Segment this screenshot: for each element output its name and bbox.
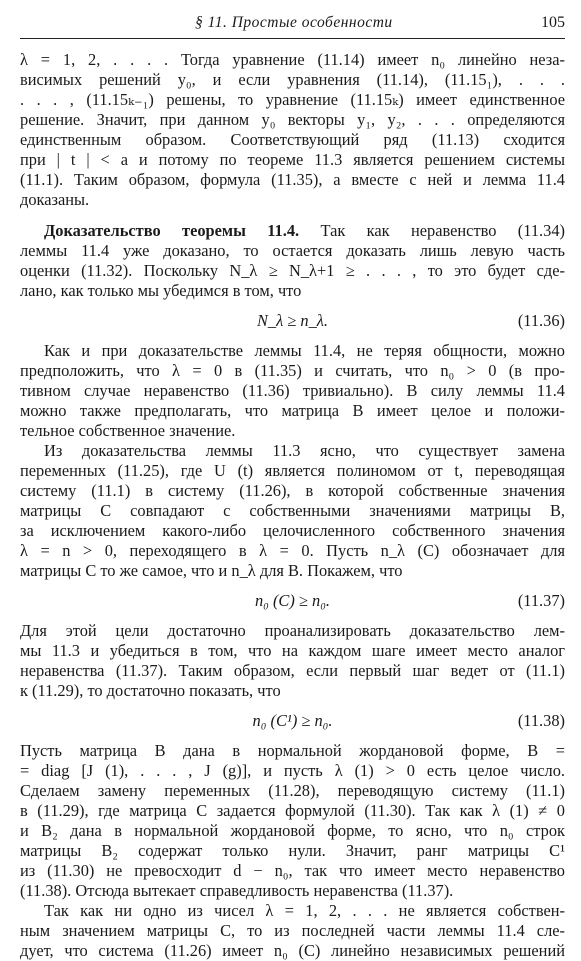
text-line: матрицы C то же самое, что и n_λ для B. Покажем, что <box>20 561 403 580</box>
equation-11-38 <box>20 701 565 741</box>
text-line: = diag [J (1), . . . , J (g)], и пусть λ (1) > 0 есть целое число. <box>20 761 565 780</box>
text-line: при | t | < a и потому по теореме 11.3 является решением системы <box>20 150 565 169</box>
paragraph <box>20 741 565 901</box>
equation-number: (11.37) <box>517 591 565 610</box>
running-title: § 11. Простые особенности <box>195 14 393 31</box>
equation-formula: N_λ ≥ n_λ. <box>256 311 328 330</box>
paragraph <box>20 621 565 701</box>
paragraph <box>20 441 565 581</box>
text-line: переменных (11.25), где U (t) является полиномом от t, переводящая <box>20 461 565 480</box>
text-line: неравенства (11.37). Таким образом, если первый шаг ведет от (11.1) <box>20 661 565 680</box>
text-line: за исключением какого-либо целочисленного собственного значения <box>20 521 565 540</box>
text-line: (11.38). Отсюда вытекает справедливость неравенства (11.37). <box>20 881 454 900</box>
paragraph <box>20 221 565 301</box>
proof-heading: Доказательство теоремы 11.4. <box>44 221 300 240</box>
text-line: в (11.29), где матрица C задается формулой (11.30). Так как λ (1) ≠ 0 <box>20 801 565 820</box>
equation-11-37 <box>20 581 565 621</box>
text-line: Сделаем замену переменных (11.28), переводящую систему (11.1) <box>20 781 565 800</box>
text-line: тивном случае неравенство (11.36) тривиально). В силу леммы 11.4 <box>20 381 565 400</box>
equation-number: (11.36) <box>517 311 565 330</box>
equation-number: (11.38) <box>517 711 565 730</box>
paragraph <box>20 341 565 441</box>
text-line: λ = n > 0, переходящего в λ = 0. Пусть n_λ (C) обозначает для <box>20 541 565 560</box>
paragraph <box>20 50 565 210</box>
text-run: Так как неравенство (11.34) <box>320 221 565 240</box>
text-line: (11.1). Таким образом, формула (11.35), а вместе с ней и лемма 11.4 <box>20 170 565 189</box>
text-line: . . . , (11.15ₖ₋₁) решены, то уравнение (11.15ₖ) имеет единственное <box>20 90 565 109</box>
text-line: и B₂ дана в нормальной жордановой форме, то ясно, что n₀ строк <box>20 821 565 840</box>
text-line: можно также предполагать, что матрица B имеет целое и положи- <box>20 401 565 420</box>
text-line: Для этой цели достаточно проанализировать доказательство лем- <box>20 621 565 640</box>
text-line: λ = 1, 2, . . . . Тогда уравнение (11.14) имеет n₀ линейно неза- <box>20 50 565 69</box>
text-line: оценки (11.32). Поскольку N_λ ≥ N_λ+1 ≥ . . . , то это будет сде- <box>20 261 565 280</box>
text-line: дует, что система (11.26) имеет n₀ (C) линейно независимых решений <box>20 941 565 960</box>
text-line: систему (11.1) в систему (11.26), в которой собственные значения <box>20 481 565 500</box>
text-line: единственным образом. Соответствующий ряд (11.13) сходится <box>20 130 565 149</box>
text-line: лано, как только мы убедимся в том, что <box>20 281 302 300</box>
page-number: 105 <box>541 14 565 31</box>
text-line: ным значением матрицы C, то из последней части леммы 11.4 сле- <box>20 921 565 940</box>
text-line: из (11.30) не превосходит d − n₀, так что имеет место неравенство <box>20 861 565 880</box>
text-line: к (11.29), то достаточно показать, что <box>20 681 281 700</box>
text-line: решение. Значит, при данном y₀ векторы y₁, y₂, . . . определяются <box>20 110 565 129</box>
equation-formula: n₀ (C¹) ≥ n₀. <box>252 711 333 730</box>
equation-11-36 <box>20 301 565 341</box>
text-line: предположить, что λ = 0 в (11.35) и считать, что n₀ > 0 (в про- <box>20 361 565 380</box>
text-line: мы 11.3 и убедиться в том, что на каждом шаге имеет место аналог <box>20 641 565 660</box>
text-line: леммы 11.4 уже доказано, то остается доказать лишь левую часть <box>20 241 565 260</box>
text-line: Как и при доказательстве леммы 11.4, не теряя общности, можно <box>44 341 565 360</box>
page-body <box>20 50 565 961</box>
text-line: доказаны. <box>20 190 90 209</box>
text-line <box>20 221 565 241</box>
text-line: Из доказательства леммы 11.3 ясно, что существует замена <box>44 441 565 460</box>
equation-formula: n₀ (C) ≥ n₀. <box>254 591 331 610</box>
text-line: висимых решений y₀, и если уравнения (11.14), (11.15₁), . . . <box>20 70 565 89</box>
page-header <box>20 12 565 39</box>
text-line: тельное собственное значение. <box>20 421 236 440</box>
text-line: Так как ни одно из чисел λ = 1, 2, . . . не является собствен- <box>44 901 565 920</box>
text-line: Пусть матрица B дана в нормальной жордановой форме, B = <box>20 741 565 760</box>
text-line: матрицы C совпадают с собственными значениями матрицы B, <box>20 501 565 520</box>
text-line: матрицы B₂ содержат только нули. Значит, ранг матрицы C¹ <box>20 841 565 860</box>
paragraph <box>20 901 565 961</box>
